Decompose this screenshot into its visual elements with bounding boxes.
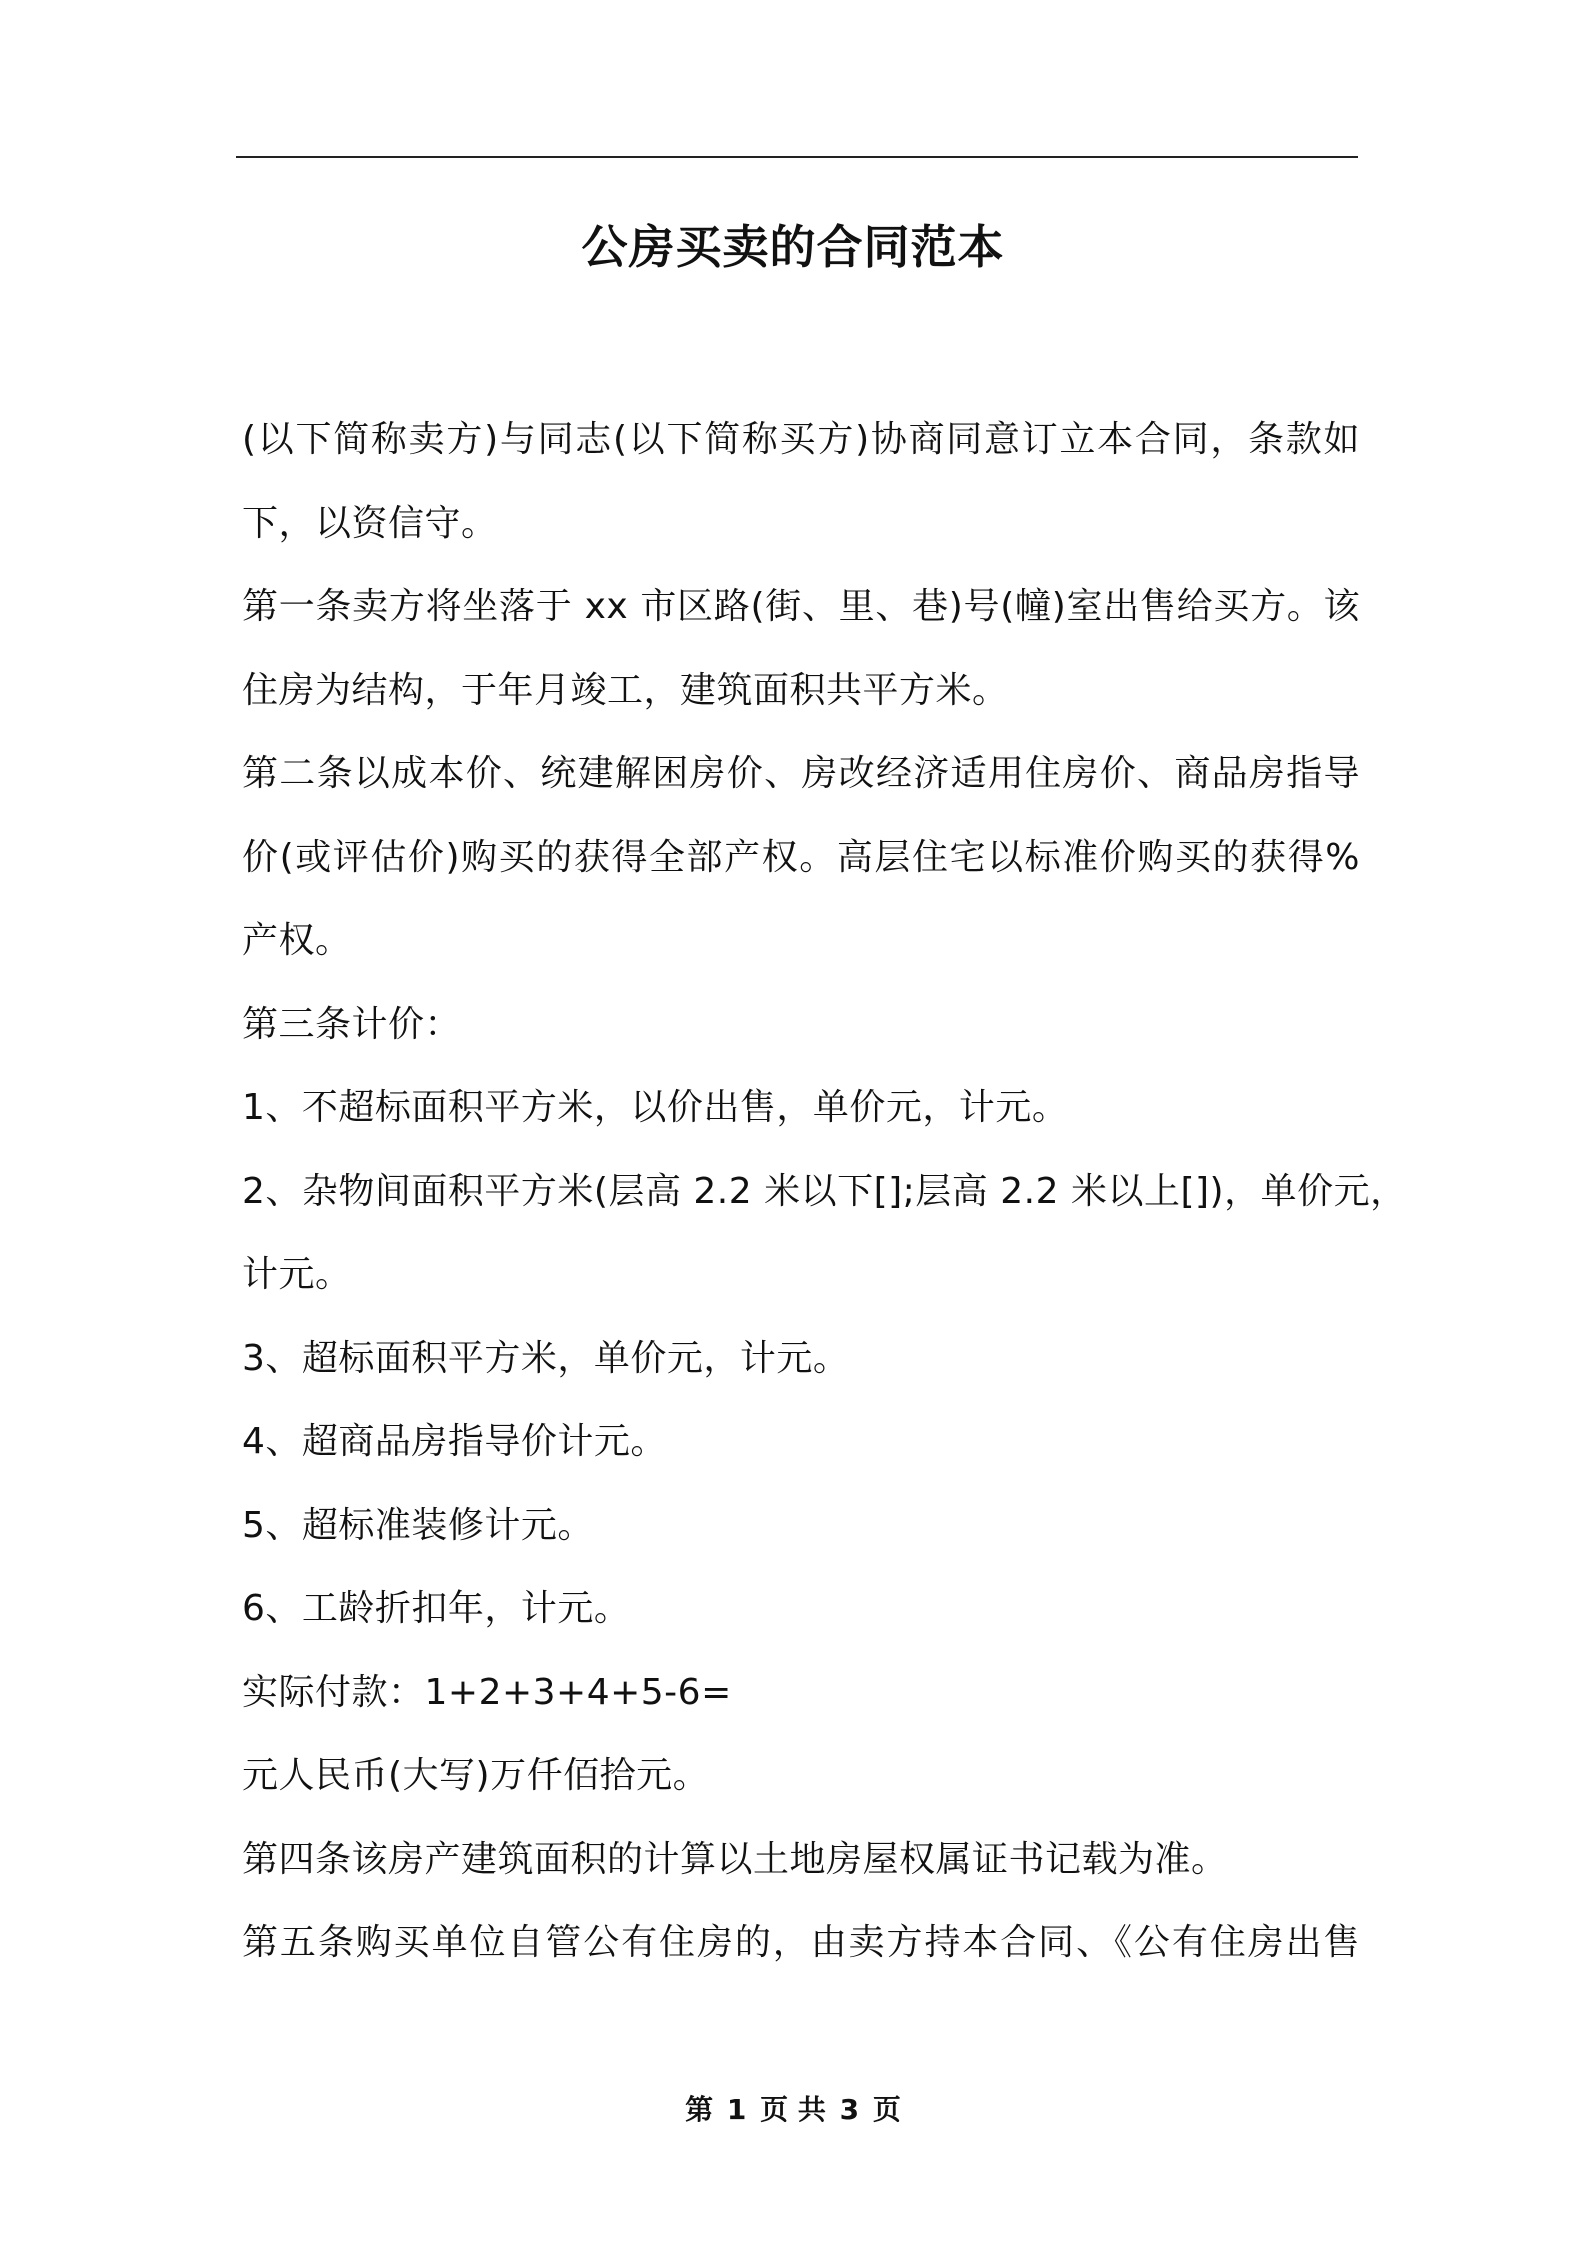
body-line: 价(或评估价)购买的获得全部产权。高层住宅以标准价购买的获得% [242, 836, 1360, 878]
document-body [242, 398, 1407, 1985]
body-line: 5、超标准装修计元。 [242, 1504, 594, 1546]
body-line: 住房为结构，于年月竣工，建筑面积共平方米。 [242, 669, 1009, 711]
body-line: 元人民币(大写)万仟佰拾元。 [242, 1755, 710, 1796]
body-line: 2、杂物间面积平方米(层高 2.2 米以下[];层高 2.2 米以上[])，单价元， [242, 1170, 1407, 1212]
document-title: 公房买卖的合同范本 [581, 220, 1005, 274]
body-line: 1、不超标面积平方米，以价出售，单价元，计元。 [242, 1087, 1069, 1128]
body-line: 第四条该房产建筑面积的计算以土地房屋权属证书记载为准。 [242, 1838, 1228, 1880]
page-label-post: 页 [872, 2093, 901, 2126]
body-line: 第一条卖方将坐落于 xx 市区路(街、里、巷)号(幢)室出售给买方。该 [242, 586, 1360, 627]
body-line: 第五条购买单位自管公有住房的，由卖方持本合同、《公有住房出售 [242, 1922, 1360, 1963]
body-line: 3、超标面积平方米，单价元，计元。 [242, 1337, 850, 1379]
page-total: 3 [839, 2093, 860, 2126]
body-line: 产权。 [242, 920, 352, 961]
body-line: 第三条计价： [242, 1003, 462, 1045]
body-line: 4、超商品房指导价计元。 [242, 1421, 667, 1462]
page-label-pre: 第 [685, 2093, 714, 2126]
body-line: 下，以资信守。 [242, 502, 498, 544]
page-label-mid: 页 共 [760, 2093, 826, 2126]
body-line: 实际付款：1+2+3+4+5-6= [242, 1671, 732, 1713]
body-line: (以下简称卖方)与同志(以下简称买方)协商同意订立本合同，条款如 [242, 419, 1360, 460]
body-line: 6、工龄折扣年，计元。 [242, 1588, 631, 1629]
header-divider [236, 156, 1358, 158]
page-footer [0, 2090, 1586, 2130]
page-current: 1 [726, 2093, 747, 2126]
body-line: 第二条以成本价、统建解困房价、房改经济适用住房价、商品房指导 [242, 753, 1360, 794]
body-line: 计元。 [242, 1254, 352, 1295]
